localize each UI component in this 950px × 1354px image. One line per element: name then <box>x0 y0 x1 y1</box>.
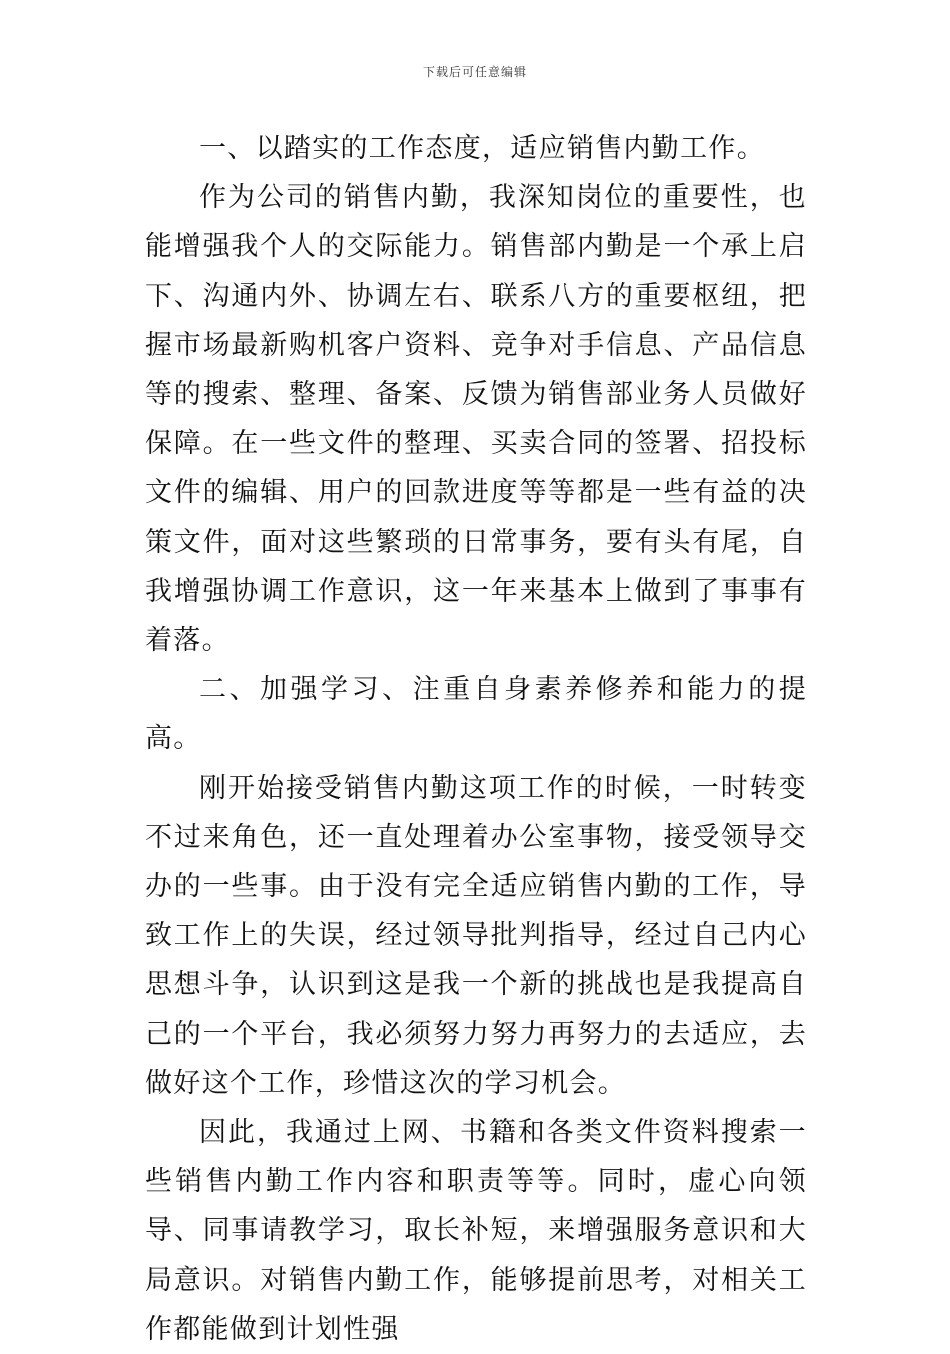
section-heading-1: 一、以踏实的工作态度，适应销售内勤工作。 <box>199 133 765 164</box>
paragraph-2: 刚开始接受销售内勤这项工作的时候，一时转变不过来角色，还一直处理着办公室事物，接受领导交办的一些事。由于没有完全适应销售内勤的工作，导致工作上的失误，经过领导批判指导，经过自己内心思想斗争，认识到这是我一个新的挑战也是我提高自己的一个平台，我必须努力努力再努力的去适应，去做好这个工作，珍惜这次的学习机会。 <box>145 772 807 1099</box>
section-heading-2: 二、加强学习、注重自身素养修养和能力的提高。 <box>145 674 807 755</box>
header-note: 下载后可任意编辑 <box>422 65 527 79</box>
paragraph-1: 作为公司的销售内勤，我深知岗位的重要性，也能增强我个人的交际能力。销售部内勤是一个承上启下、沟通内外、协调左右、联系八方的重要枢纽，把握市场最新购机客户资料、竞争对手信息、产品信息等的搜索、整理、备案、反馈为销售部业务人员做好保障。在一些文件的整理、买卖合同的签署、招投标文件的编辑、用户的回款进度等等都是一些有益的决策文件，面对这些繁琐的日常事务，要有头有尾，自我增强协调工作意识，这一年来基本上做到了事事有着落。 <box>145 182 807 657</box>
document-body <box>145 124 807 1354</box>
paragraph-3: 因此，我通过上网、书籍和各类文件资料搜索一些销售内勤工作内容和职责等等。同时，虚心向领导、同事请教学习，取长补短，来增强服务意识和大局意识。对销售内勤工作，能够提前思考，对相关工作都能做到计划性强 <box>145 1117 807 1345</box>
